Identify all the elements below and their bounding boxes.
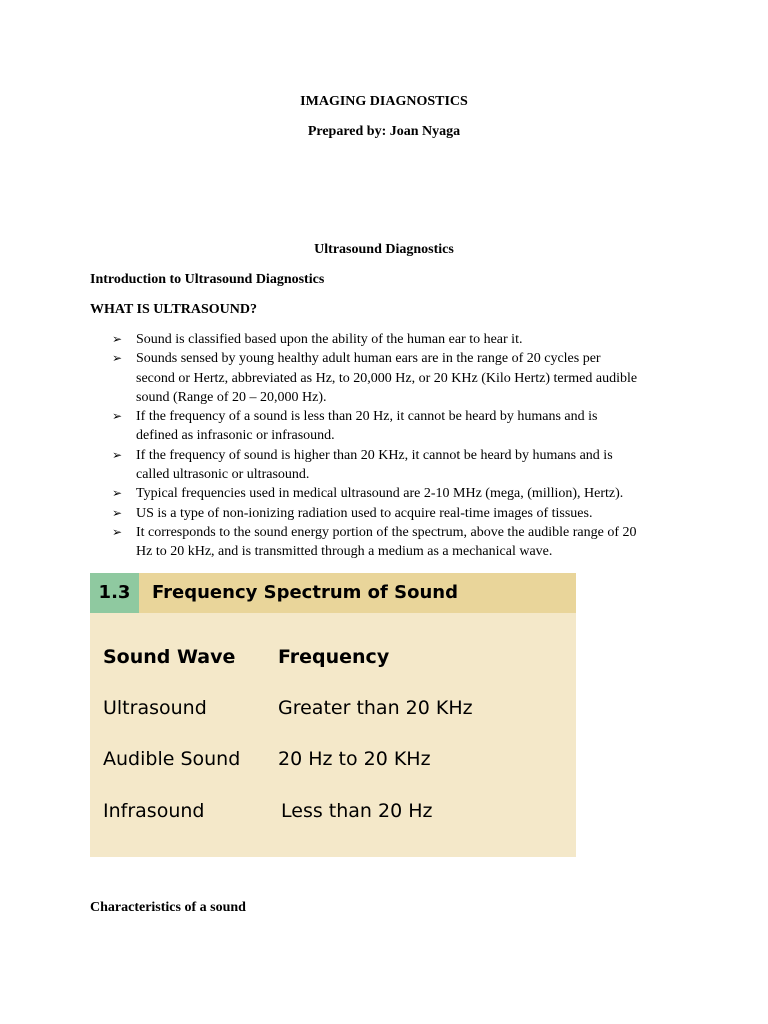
row-audible-frequency: 20 Hz to 20 KHz: [278, 748, 431, 770]
bullet-text: Sounds sensed by young healthy adult human ears are in the range of 20 cycles per: [136, 351, 601, 367]
arrow-bullet-icon: ➢: [112, 351, 123, 366]
bullet-list: [90, 330, 690, 562]
bullet-text: If the frequency of sound is higher than 20 KHz, it cannot be heard by humans and is: [136, 447, 613, 463]
figure-section-number: 1.3: [90, 573, 139, 613]
row-infrasound-frequency: Less than 20 Hz: [281, 800, 433, 822]
list-item: [90, 504, 690, 523]
author-line: Prepared by: Joan Nyaga: [307, 124, 461, 139]
arrow-bullet-icon: ➢: [112, 524, 123, 539]
section-title: Ultrasound Diagnostics: [314, 242, 454, 257]
arrow-bullet-icon: ➢: [112, 486, 123, 501]
arrow-bullet-icon: ➢: [112, 447, 123, 462]
bullet-text: defined as infrasonic or infrasound.: [136, 428, 335, 444]
bullet-text: Hz to 20 kHz, and is transmitted through a medium as a mechanical wave.: [136, 544, 553, 560]
list-item: [90, 446, 690, 485]
row-infrasound-wave: Infrasound: [103, 800, 205, 822]
row-ultrasound-wave: Ultrasound: [103, 697, 207, 719]
bullet-text: Sound is classified based upon the ability of the human ear to hear it.: [136, 332, 523, 347]
column-header-frequency: Frequency: [278, 646, 390, 668]
bullet-text: sound (Range of 20 – 20,000 Hz).: [136, 389, 327, 405]
list-item: [90, 523, 690, 562]
column-header-sound-wave: Sound Wave: [103, 646, 236, 668]
document-title: IMAGING DIAGNOSTICS: [300, 94, 468, 109]
figure-title: Frequency Spectrum of Sound: [152, 582, 458, 603]
bullet-text: It corresponds to the sound energy portion of the spectrum, above the audible range of 20: [136, 524, 637, 540]
bullet-text: US is a type of non-ionizing radiation used to acquire real-time images of tissues.: [136, 505, 593, 521]
question-heading: WHAT IS ULTRASOUND?: [90, 302, 258, 317]
list-item: [90, 330, 690, 349]
arrow-bullet-icon: ➢: [112, 505, 123, 520]
row-audible-wave: Audible Sound: [103, 748, 241, 770]
arrow-bullet-icon: ➢: [112, 332, 123, 346]
bullet-text: second or Hertz, abbreviated as Hz, to 20,000 Hz, or 20 KHz (Kilo Hertz) termed audible: [136, 370, 638, 386]
row-ultrasound-frequency: Greater than 20 KHz: [278, 697, 473, 719]
bullet-text: Typical frequencies used in medical ultrasound are 2-10 MHz (mega, (million), Hertz).: [136, 486, 624, 502]
intro-heading: Introduction to Ultrasound Diagnostics: [90, 272, 325, 287]
characteristics-heading: Characteristics of a sound: [90, 900, 246, 915]
frequency-spectrum-figure: [90, 573, 576, 857]
list-item: [90, 349, 690, 407]
bullet-text: If the frequency of a sound is less than 20 Hz, it cannot be heard by humans and is: [136, 409, 598, 425]
bullet-text: called ultrasonic or ultrasound.: [136, 467, 310, 483]
arrow-bullet-icon: ➢: [112, 409, 123, 424]
list-item: [90, 484, 690, 503]
figure-title-bar: [90, 573, 576, 613]
list-item: [90, 407, 690, 446]
